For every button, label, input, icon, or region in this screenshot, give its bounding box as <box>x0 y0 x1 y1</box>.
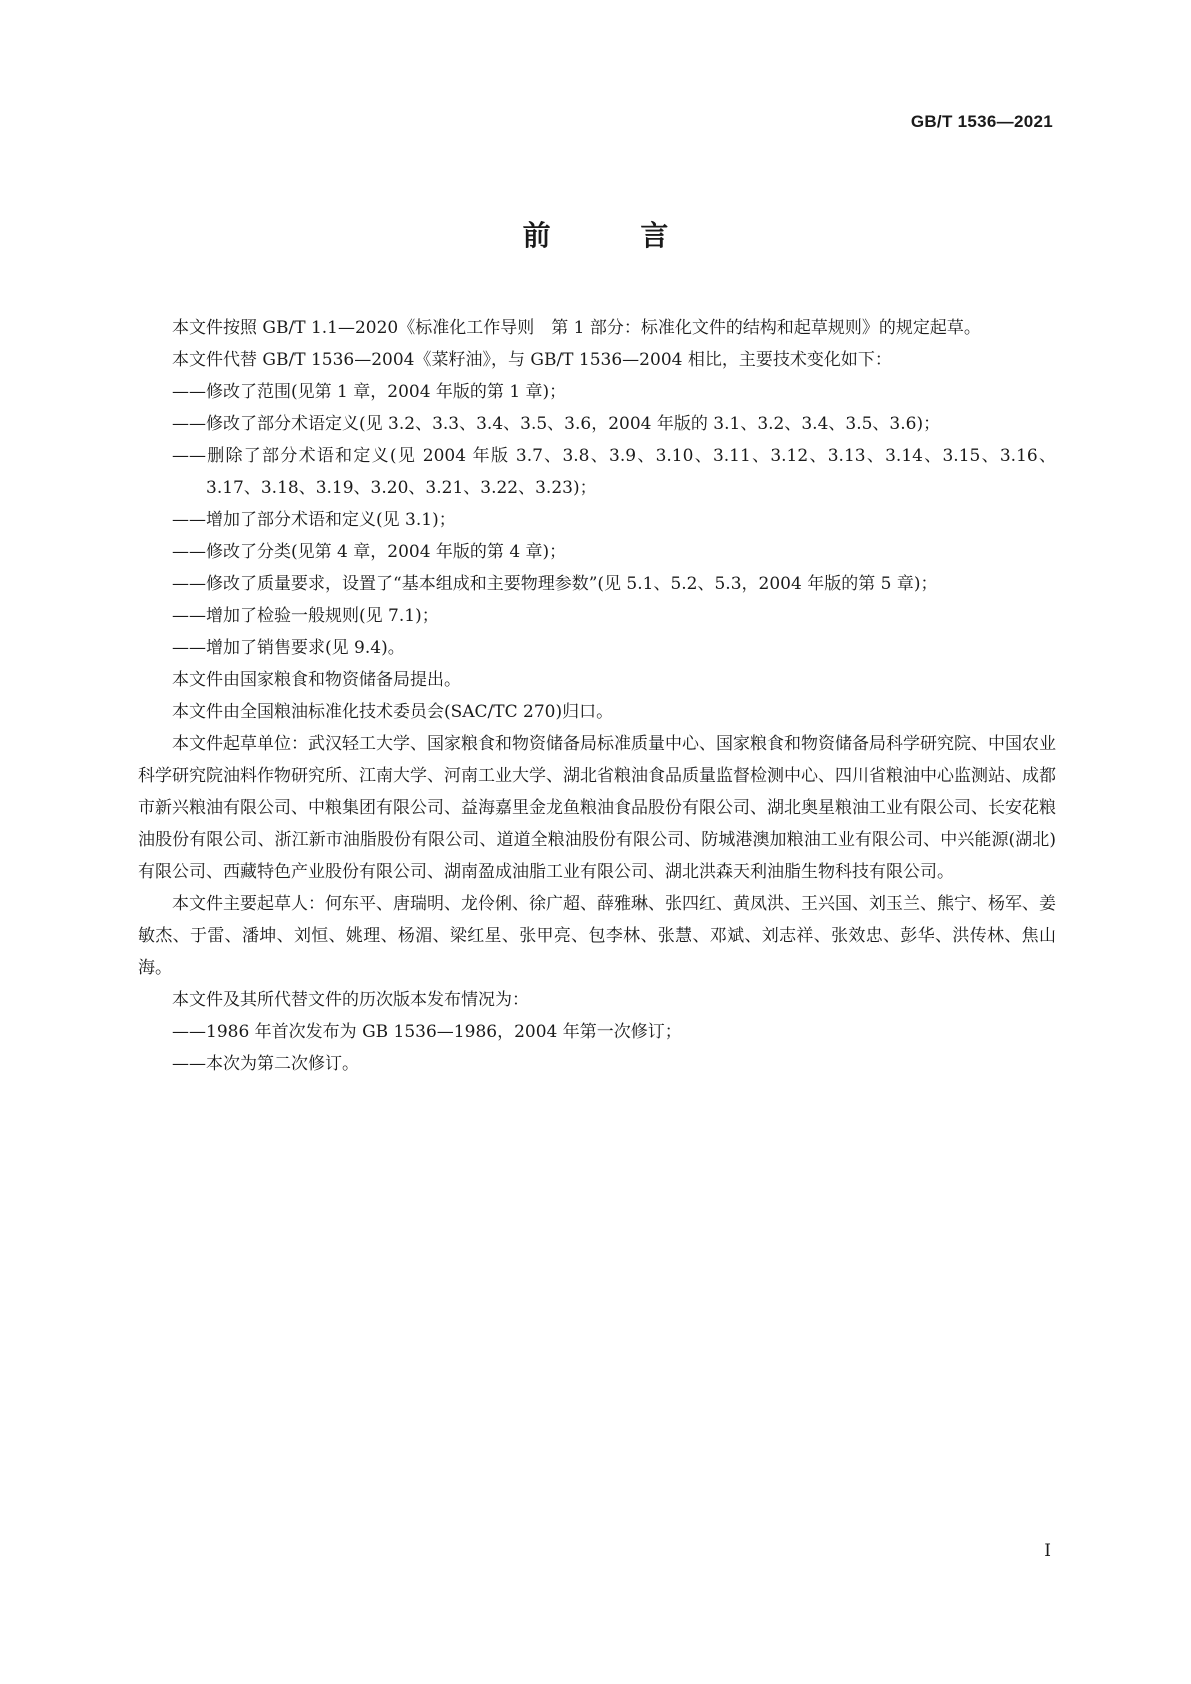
change-item-sales: ——增加了销售要求(见 9.4)。 <box>172 638 405 658</box>
paragraph-drafters: 本文件主要起草人：何东平、唐瑞明、龙伶俐、徐广超、薛雅琳、张四红、黄凤洪、王兴国、刘玉兰、熊宁、杨军、姜敏杰、于雷、潘坤、刘恒、姚理、杨湄、梁红星、张甲亮、包李林、张慧、邓斌、刘志祥、张效忠、彭华、洪传林、焦山海。 <box>138 894 1056 978</box>
history-item-current: ——本次为第二次修订。 <box>172 1054 359 1074</box>
paragraph-proposed-by: 本文件由国家粮食和物资储备局提出。 <box>172 670 461 690</box>
change-item-scope: ——修改了范围(见第 1 章，2004 年版的第 1 章)； <box>172 382 567 402</box>
change-item-term-definitions: ——修改了部分术语定义(见 3.2、3.3、3.4、3.5、3.6，2004 年版的 3.1、3.2、3.4、3.5、3.6)； <box>172 414 941 434</box>
paragraph-replaces: 本文件代替 GB/T 1536—2004《菜籽油》，与 GB/T 1536—2004 相比，主要技术变化如下： <box>172 350 892 370</box>
paragraph-drafting-units: 本文件起草单位：武汉轻工大学、国家粮食和物资储备局标准质量中心、国家粮食和物资储备局科学研究院、中国农业科学研究院油料作物研究所、江南大学、河南工业大学、湖北省粮油食品质量监督检测中心、四川省粮油中心监测站、成都市新兴粮油有限公司、中粮集团有限公司、益海嘉里金龙鱼粮油食品股份有限公司、湖北奥星粮油工业有限公司、长安花粮油股份有限公司、浙江新市油脂股份有限公司、道道全粮油股份有限公司、防城港澳加粮油工业有限公司、中兴能源(湖北)有限公司、西藏特色产业股份有限公司、湖南盈成油脂工业有限公司、湖北洪森天利油脂生物科技有限公司。 <box>138 734 1056 882</box>
change-item-deleted-terms: ——删除了部分术语和定义(见 2004 年版 3.7、3.8、3.9、3.10、3.11、3.12、3.13、3.14、3.15、3.16、3.17、3.18、3.19、3.20、3.21、3.22、3.23)； <box>172 446 1056 498</box>
change-item-added-terms: ——增加了部分术语和定义(见 3.1)； <box>172 510 456 530</box>
standard-code: GB/T 1536—2021 <box>910 112 1053 131</box>
history-item-first: ——1986 年首次发布为 GB 1536—1986，2004 年第一次修订； <box>172 1022 682 1042</box>
change-item-inspection: ——增加了检验一般规则(见 7.1)； <box>172 606 439 626</box>
change-item-quality: ——修改了质量要求，设置了“基本组成和主要物理参数”(见 5.1、5.2、5.3，2004 年版的第 5 章)； <box>172 574 938 594</box>
change-item-classification: ——修改了分类(见第 4 章，2004 年版的第 4 章)； <box>172 542 567 562</box>
paragraph-drafting-rules: 本文件按照 GB/T 1.1—2020《标准化工作导则 第 1 部分：标准化文件的结构和起草规则》的规定起草。 <box>172 318 981 338</box>
page-number: I <box>1044 1541 1051 1561</box>
paragraph-history: 本文件及其所代替文件的历次版本发布情况为： <box>172 990 529 1010</box>
foreword-body <box>138 312 1056 1080</box>
page-title: 前 言 <box>522 219 709 252</box>
paragraph-under-jurisdiction: 本文件由全国粮油标准化技术委员会(SAC/TC 270)归口。 <box>172 702 614 722</box>
